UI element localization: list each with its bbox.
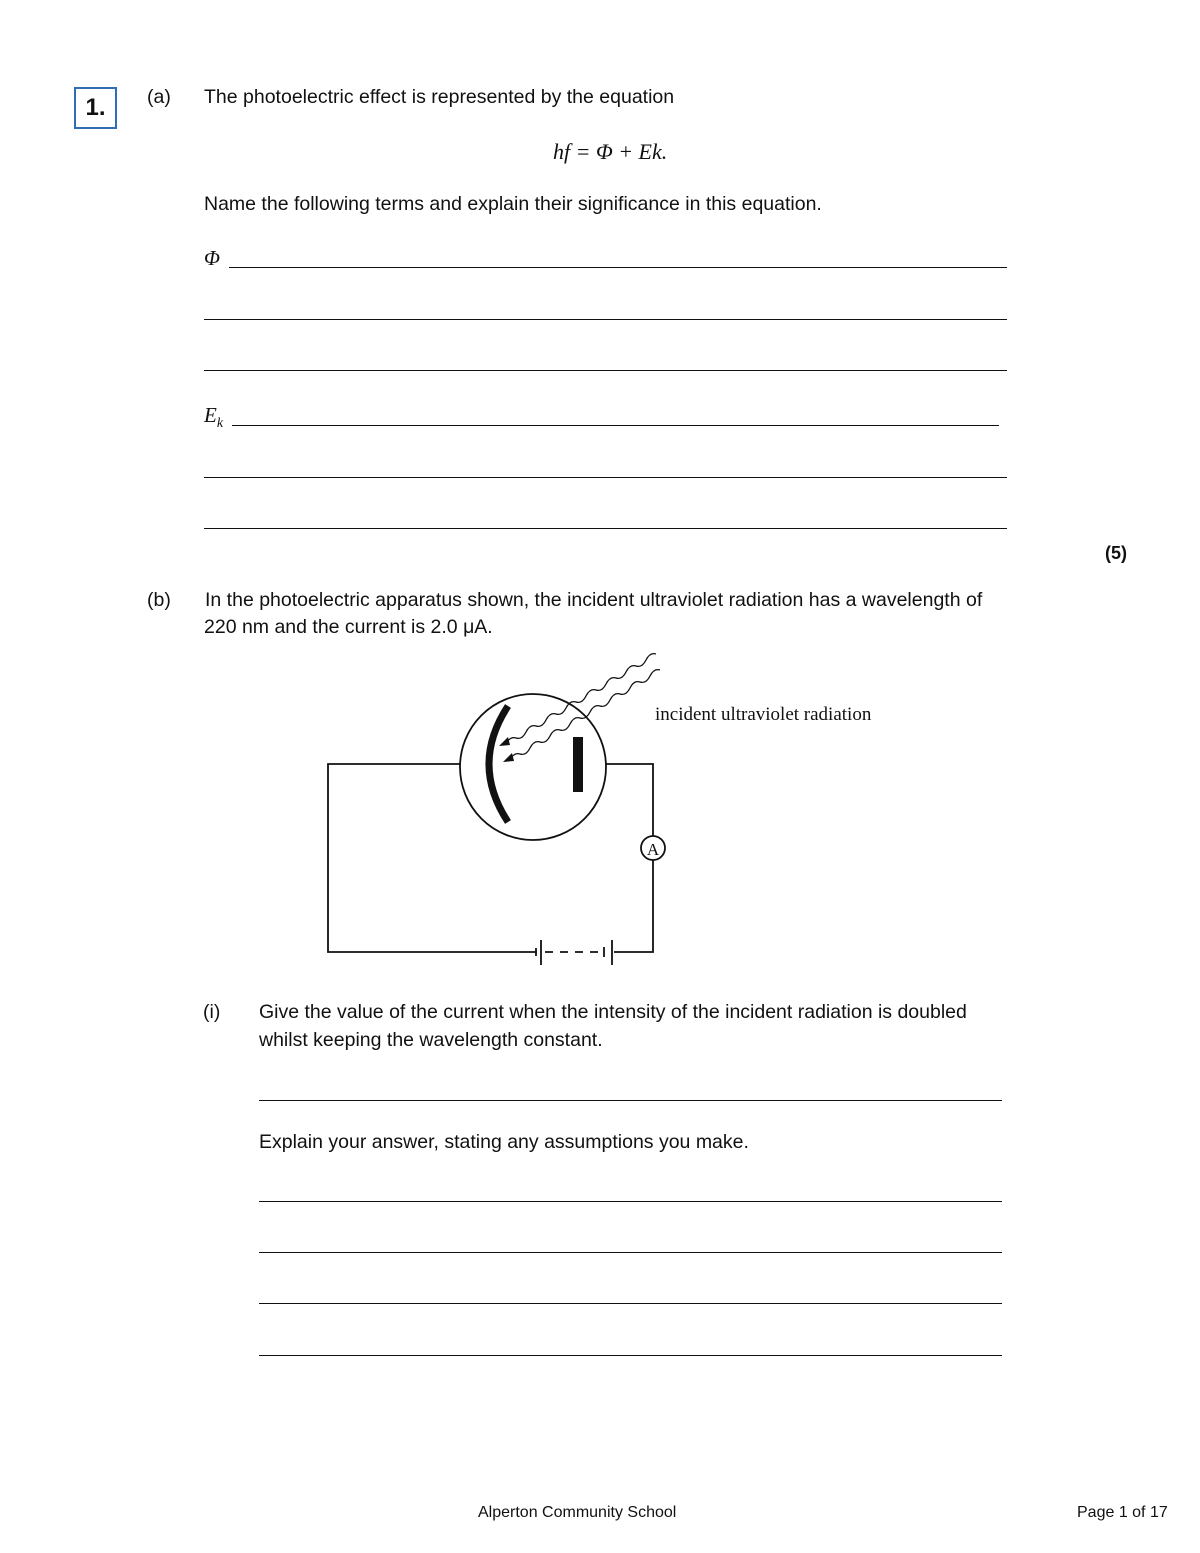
photoelectric-circuit-diagram [300, 650, 940, 980]
ek-symbol-main: E [204, 403, 217, 427]
answer-line-phi-3[interactable] [204, 370, 1007, 371]
sub-i-explain: Explain your answer, stating any assumptions you make. [259, 1131, 749, 1153]
part-a-label: (a) [147, 86, 171, 108]
wire-left-loop [328, 764, 537, 952]
radiation-label: incident ultraviolet radiation [655, 704, 872, 725]
answer-line-explain-4[interactable] [259, 1355, 1002, 1356]
ammeter-label: A [646, 840, 660, 859]
uv-ray-1-arrowhead [503, 753, 514, 762]
footer-school-name: Alperton Community School [478, 1504, 677, 1521]
part-b-text-line2: 220 nm and the current is 2.0 μA. [204, 616, 493, 638]
photoelectric-equation: hf = Φ + Ek. [553, 139, 668, 164]
anode [573, 737, 583, 792]
question-number-box: 1. [74, 87, 117, 129]
answer-line-ek-3[interactable] [204, 528, 1007, 529]
phi-symbol: Φ [204, 246, 220, 270]
wire-right-upper [606, 764, 653, 836]
part-b-label: (b) [147, 589, 171, 611]
uv-ray-2 [506, 654, 656, 744]
sub-i-text-line1: Give the value of the current when the intensity of the incident radiation is doubled [259, 1001, 967, 1023]
answer-line-ek-1[interactable] [232, 425, 999, 426]
answer-line-phi-2[interactable] [204, 319, 1007, 320]
answer-line-ek-2[interactable] [204, 477, 1007, 478]
ek-symbol-subscript: k [216, 416, 224, 432]
answer-line-explain-1[interactable] [259, 1201, 1002, 1202]
part-b-text-line1: In the photoelectric apparatus shown, the incident ultraviolet radiation has a wavelength of [205, 589, 983, 611]
part-a-intro: The photoelectric effect is represented by the equation [204, 86, 675, 108]
answer-line-phi-1[interactable] [229, 267, 1007, 268]
part-a-instruction: Name the following terms and explain their significance in this equation. [204, 193, 822, 215]
uv-ray-2-arrowhead [499, 737, 510, 746]
answer-line-explain-2[interactable] [259, 1252, 1002, 1253]
ek-symbol [204, 403, 223, 432]
photocell-tube [460, 694, 606, 840]
wire-right-lower [614, 860, 653, 952]
sub-i-text-line2: whilst keeping the wavelength constant. [259, 1029, 603, 1051]
part-a-marks: (5) [1105, 543, 1127, 563]
sub-i-label: (i) [203, 1001, 221, 1023]
answer-line-explain-3[interactable] [259, 1303, 1002, 1304]
footer-page-number: Page 1 of 17 [1077, 1504, 1168, 1521]
answer-line-current[interactable] [259, 1100, 1002, 1101]
photocathode [489, 706, 508, 822]
